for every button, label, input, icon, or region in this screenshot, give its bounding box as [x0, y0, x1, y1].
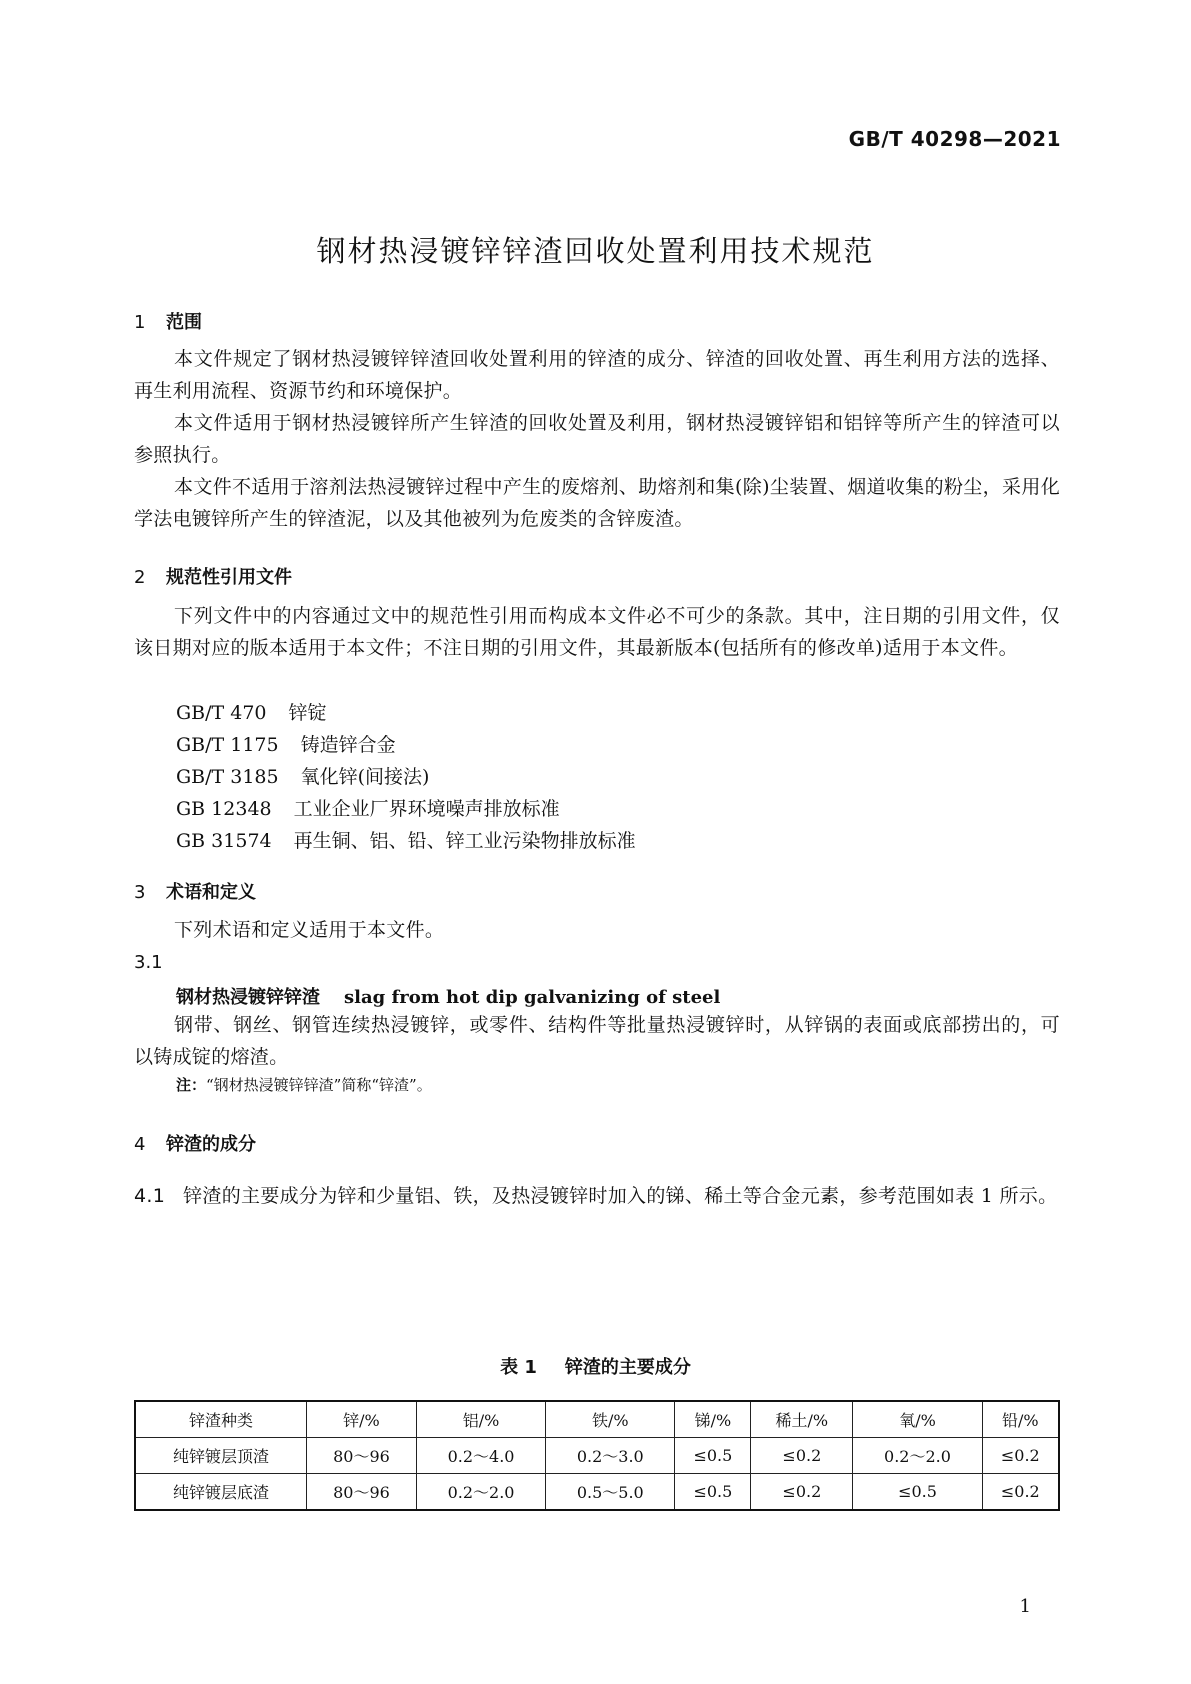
section-1-paragraph-1: 本文件规定了钢材热浸镀锌锌渣回收处置利用的锌渣的成分、锌渣的回收处置、再生利用方法的选择、再生利用流程、资源节约和环境保护。 — [134, 348, 1060, 402]
reference-name: 再生铜、铝、铅、锌工业污染物排放标准 — [293, 830, 636, 852]
reference-item — [176, 793, 560, 825]
section-1-heading — [134, 308, 202, 334]
clause-4-1-number: 4.1 — [134, 1185, 166, 1207]
reference-code: GB/T 3185 — [176, 766, 279, 788]
section-1-number: 1 — [134, 312, 146, 333]
table-1-label: 表 1 — [500, 1357, 537, 1378]
clause-4-1-text: 锌渣的主要成分为锌和少量铝、铁，及热浸镀锌时加入的锑、稀土等合金元素，参考范围如表 1 所示。 — [183, 1185, 1058, 1207]
table-cell: ≤0.5 — [675, 1438, 751, 1474]
reference-code: GB 12348 — [176, 798, 272, 820]
document-title: 钢材热浸镀锌锌渣回收处置利用技术规范 — [316, 234, 875, 268]
section-1-paragraph-2: 本文件适用于钢材热浸镀锌所产生锌渣的回收处置及利用，钢材热浸镀锌铝和铝锌等所产生的锌渣可以参照执行。 — [134, 412, 1060, 466]
reference-name: 锌锭 — [288, 702, 327, 724]
table-cell: ≤0.2 — [982, 1474, 1059, 1511]
reference-code: GB 31574 — [176, 830, 272, 852]
reference-item — [176, 761, 429, 793]
table-cell: ≤0.2 — [982, 1438, 1059, 1474]
table-1-title: 锌渣的主要成分 — [564, 1357, 691, 1378]
term-number: 3.1 — [134, 952, 163, 973]
table-cell: 0.5～5.0 — [546, 1474, 675, 1511]
term-entry — [176, 983, 720, 1009]
reference-name: 氧化锌(间接法) — [300, 766, 430, 788]
term-note — [176, 1074, 432, 1095]
section-4-title: 锌渣的成分 — [166, 1134, 256, 1155]
section-1-title: 范围 — [166, 312, 202, 333]
reference-code: GB/T 1175 — [176, 734, 279, 756]
table-cell: 0.2～4.0 — [416, 1438, 545, 1474]
clause-4-1 — [134, 1180, 1060, 1212]
section-3-title: 术语和定义 — [166, 882, 256, 903]
reference-name: 工业企业厂界环境噪声排放标准 — [293, 798, 560, 820]
reference-name: 铸造锌合金 — [300, 734, 396, 756]
section-2-title: 规范性引用文件 — [166, 567, 292, 588]
table-cell: ≤0.5 — [675, 1474, 751, 1511]
table-header-cell: 铝/% — [416, 1401, 545, 1438]
table-row — [135, 1438, 1059, 1474]
section-4-heading — [134, 1130, 256, 1156]
table-header-cell: 氧/% — [853, 1401, 982, 1438]
note-label: 注： — [176, 1076, 207, 1094]
section-1-paragraph-3: 本文件不适用于溶剂法热浸镀锌过程中产生的废熔剂、助熔剂和集(除)尘装置、烟道收集的粉尘，采用化学法电镀锌所产生的锌渣泥，以及其他被列为危废类的含锌废渣。 — [134, 476, 1060, 530]
table-row — [135, 1474, 1059, 1511]
page-number: 1 — [1019, 1596, 1031, 1617]
table-header-cell: 铁/% — [546, 1401, 675, 1438]
term-chinese: 钢材热浸镀锌锌渣 — [176, 987, 320, 1008]
term-definition: 钢带、钢丝、钢管连续热浸镀锌，或零件、结构件等批量热浸镀锌时，从锌锅的表面或底部捞出的，可以铸成锭的熔渣。 — [134, 1014, 1060, 1068]
term-english: slag from hot dip galvanizing of steel — [344, 987, 721, 1008]
reference-item — [176, 825, 636, 857]
table-cell: ≤0.5 — [853, 1474, 982, 1511]
table-header-cell: 锌/% — [307, 1401, 417, 1438]
table-cell: ≤0.2 — [751, 1474, 853, 1511]
table-cell: ≤0.2 — [751, 1438, 853, 1474]
table-1-composition — [134, 1400, 1060, 1511]
table-header-cell: 铅/% — [982, 1401, 1059, 1438]
reference-code: GB/T 470 — [176, 702, 267, 724]
table-header-row — [135, 1401, 1059, 1438]
section-3-intro: 下列术语和定义适用于本文件。 — [174, 919, 445, 941]
table-cell: 80～96 — [307, 1474, 417, 1511]
table-header-cell: 锌渣种类 — [135, 1401, 307, 1438]
table-header-cell: 锑/% — [675, 1401, 751, 1438]
table-cell: 0.2～2.0 — [416, 1474, 545, 1511]
section-2-heading — [134, 563, 292, 589]
table-header-cell: 稀土/% — [751, 1401, 853, 1438]
reference-item — [176, 697, 327, 729]
table-cell: 80～96 — [307, 1438, 417, 1474]
note-text: “钢材热浸镀锌锌渣”简称“锌渣”。 — [206, 1076, 432, 1094]
section-3-heading — [134, 878, 256, 904]
section-3-number: 3 — [134, 882, 146, 903]
reference-item — [176, 729, 396, 761]
table-cell: 纯锌镀层底渣 — [135, 1474, 307, 1511]
section-2-number: 2 — [134, 567, 146, 588]
table-cell: 纯锌镀层顶渣 — [135, 1438, 307, 1474]
section-2-intro: 下列文件中的内容通过文中的规范性引用而构成本文件必不可少的条款。其中，注日期的引用文件，仅该日期对应的版本适用于本文件；不注日期的引用文件，其最新版本(包括所有的修改单)适用于本文件。 — [134, 605, 1060, 659]
standard-code: GB/T 40298—2021 — [848, 127, 1061, 151]
table-cell: 0.2～2.0 — [853, 1438, 982, 1474]
table-cell: 0.2～3.0 — [546, 1438, 675, 1474]
table-1-caption — [0, 1353, 1191, 1379]
section-4-number: 4 — [134, 1134, 146, 1155]
